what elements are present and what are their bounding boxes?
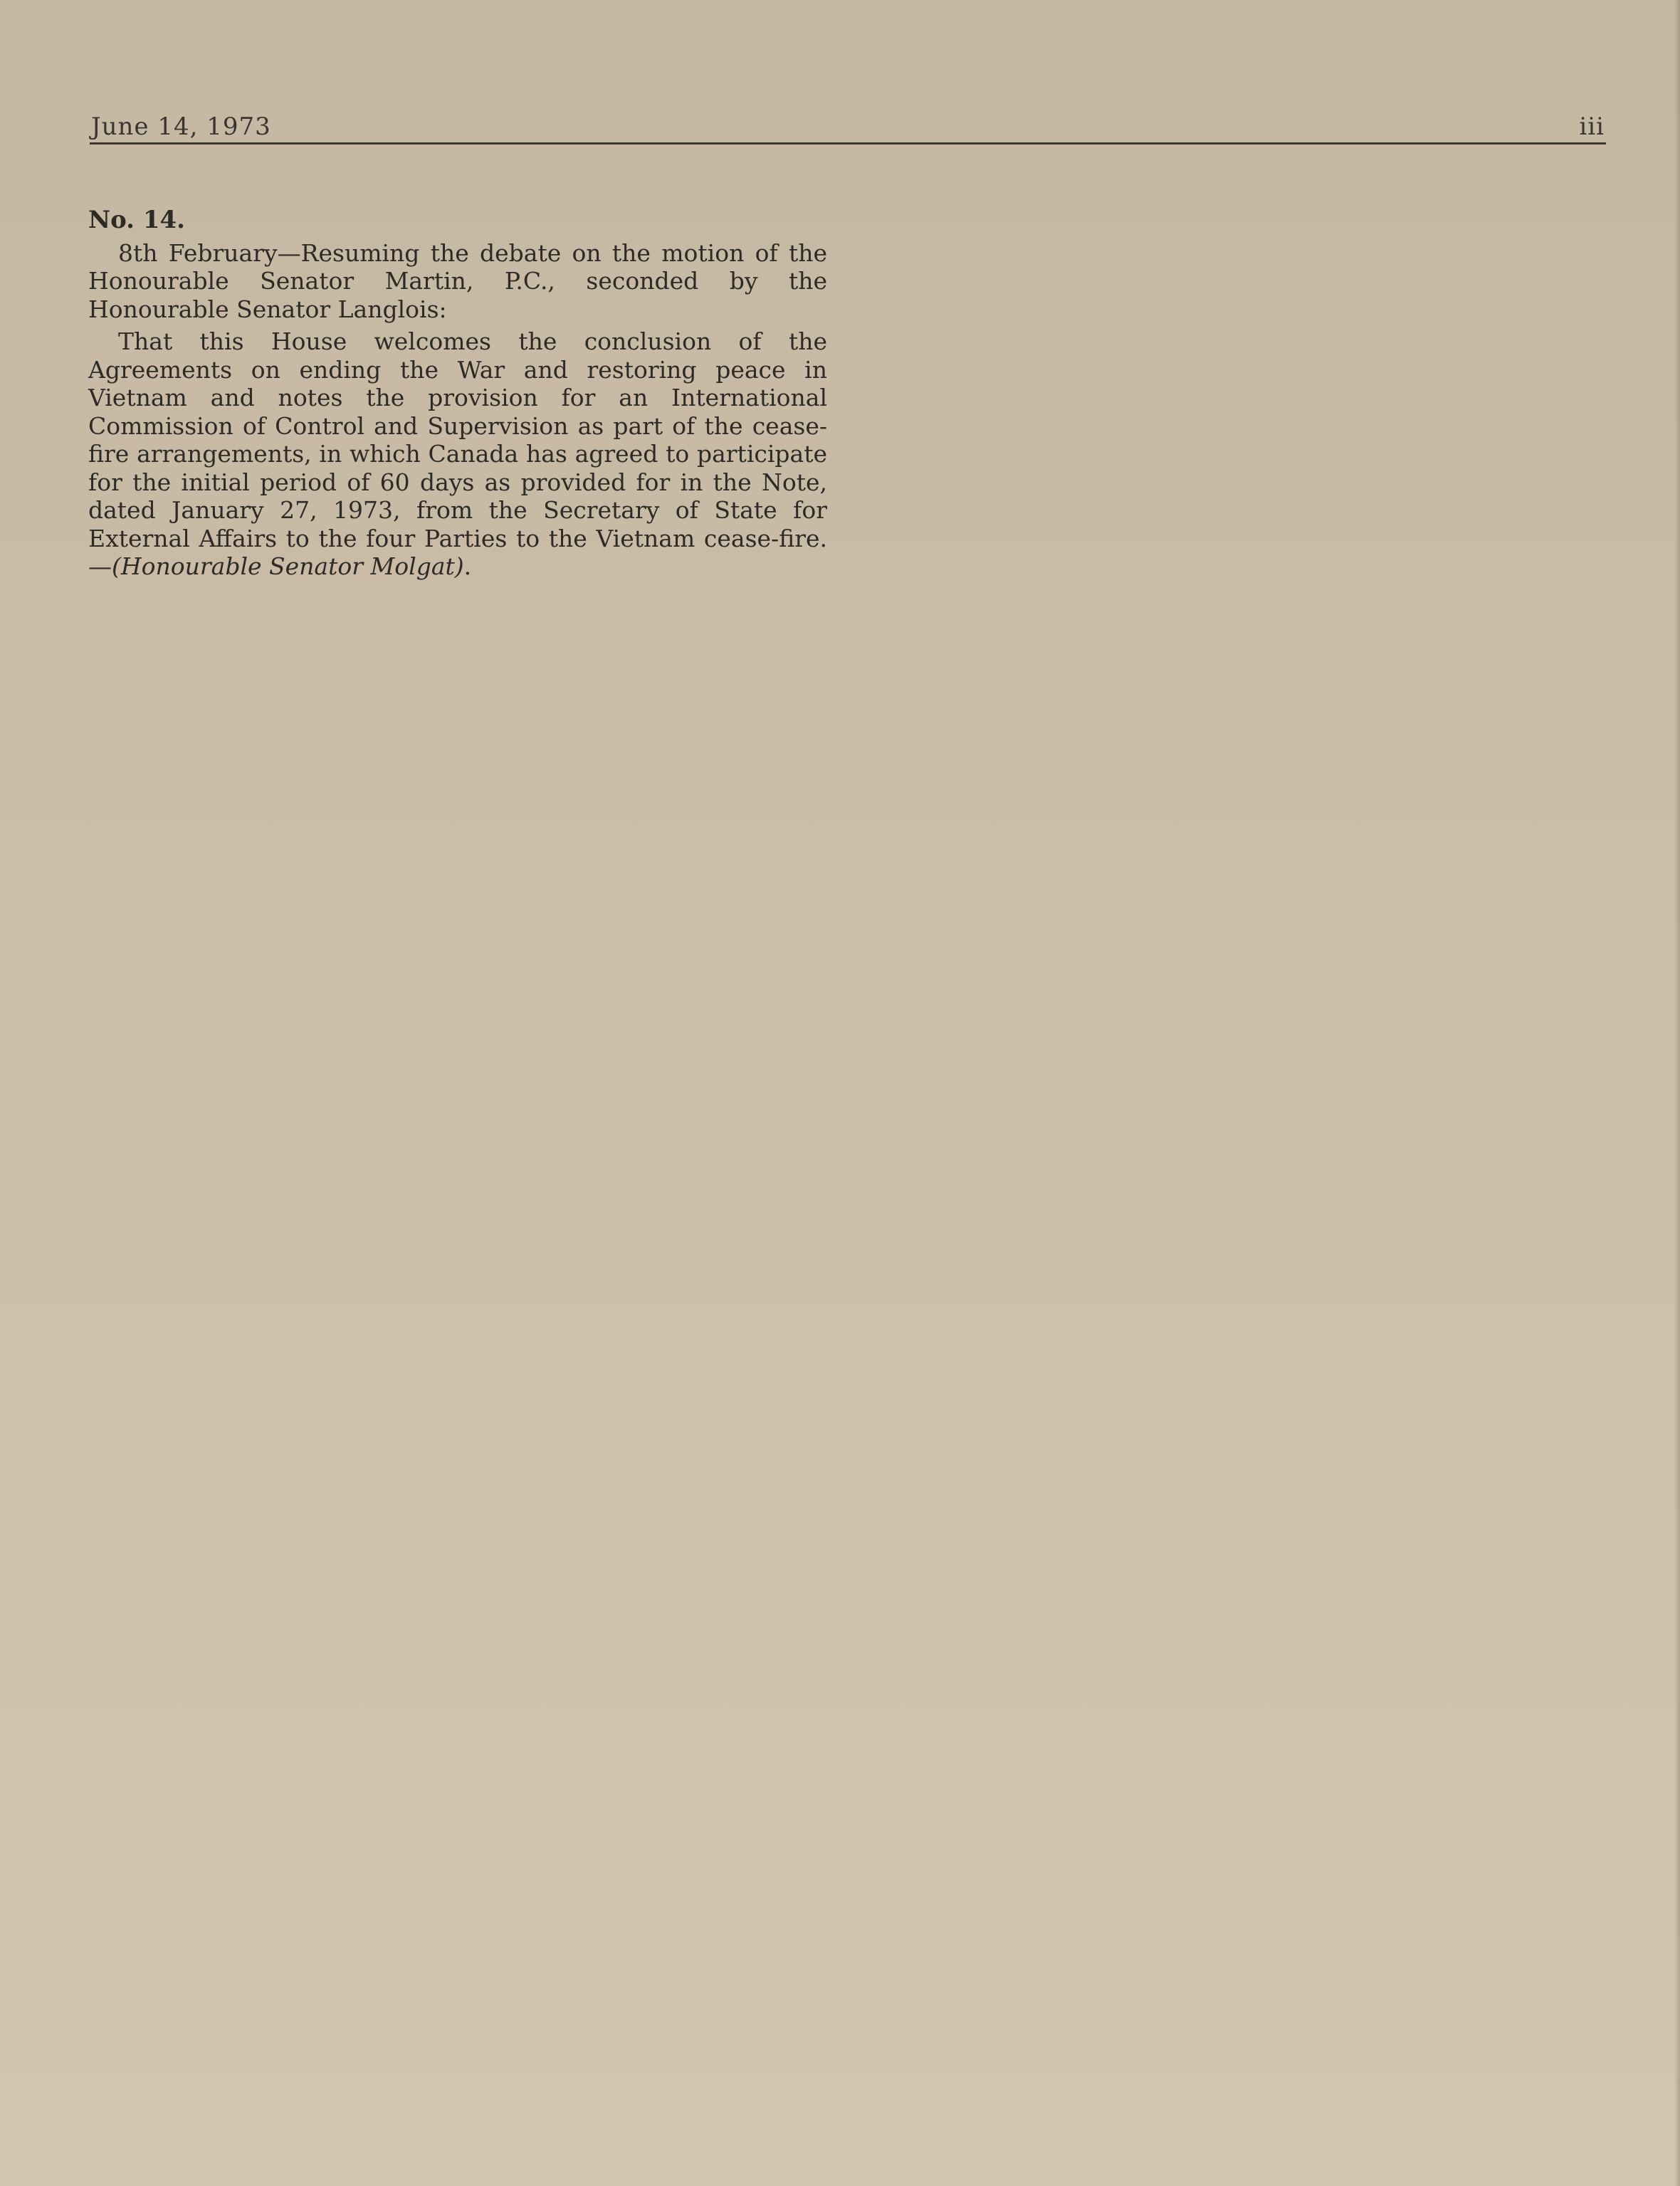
closing-period: . <box>463 552 472 580</box>
motion-text: That this House welcomes the conclusion of the Agreements on ending the War and restoring peace in Vietnam and notes the provision for an International Commission of Control and Supervision as part of the cease-fire arrangements, in which Canada has agreed to participate for the initial period of 60 days as provided for in the Note, dated January 27, 1973, from the Secretary of State for External Affairs to the four Parties to the Vietnam cease-fire.— <box>88 327 827 580</box>
page-edge <box>1674 0 1680 2186</box>
item-number: No. 14. <box>88 206 185 234</box>
header-date: June 14, 1973 <box>91 112 271 141</box>
mover-attribution: (Honourable Senator Molgat) <box>112 552 464 580</box>
page-number: iii <box>1579 112 1605 141</box>
item-intro: 8th February—Resuming the debate on the motion of the Honourable Senator Martin, P.C., seconded by the Honourable Senator Langlois: <box>88 238 827 323</box>
running-header <box>90 107 1606 144</box>
order-item <box>88 206 827 581</box>
motion-paragraph <box>88 327 827 581</box>
